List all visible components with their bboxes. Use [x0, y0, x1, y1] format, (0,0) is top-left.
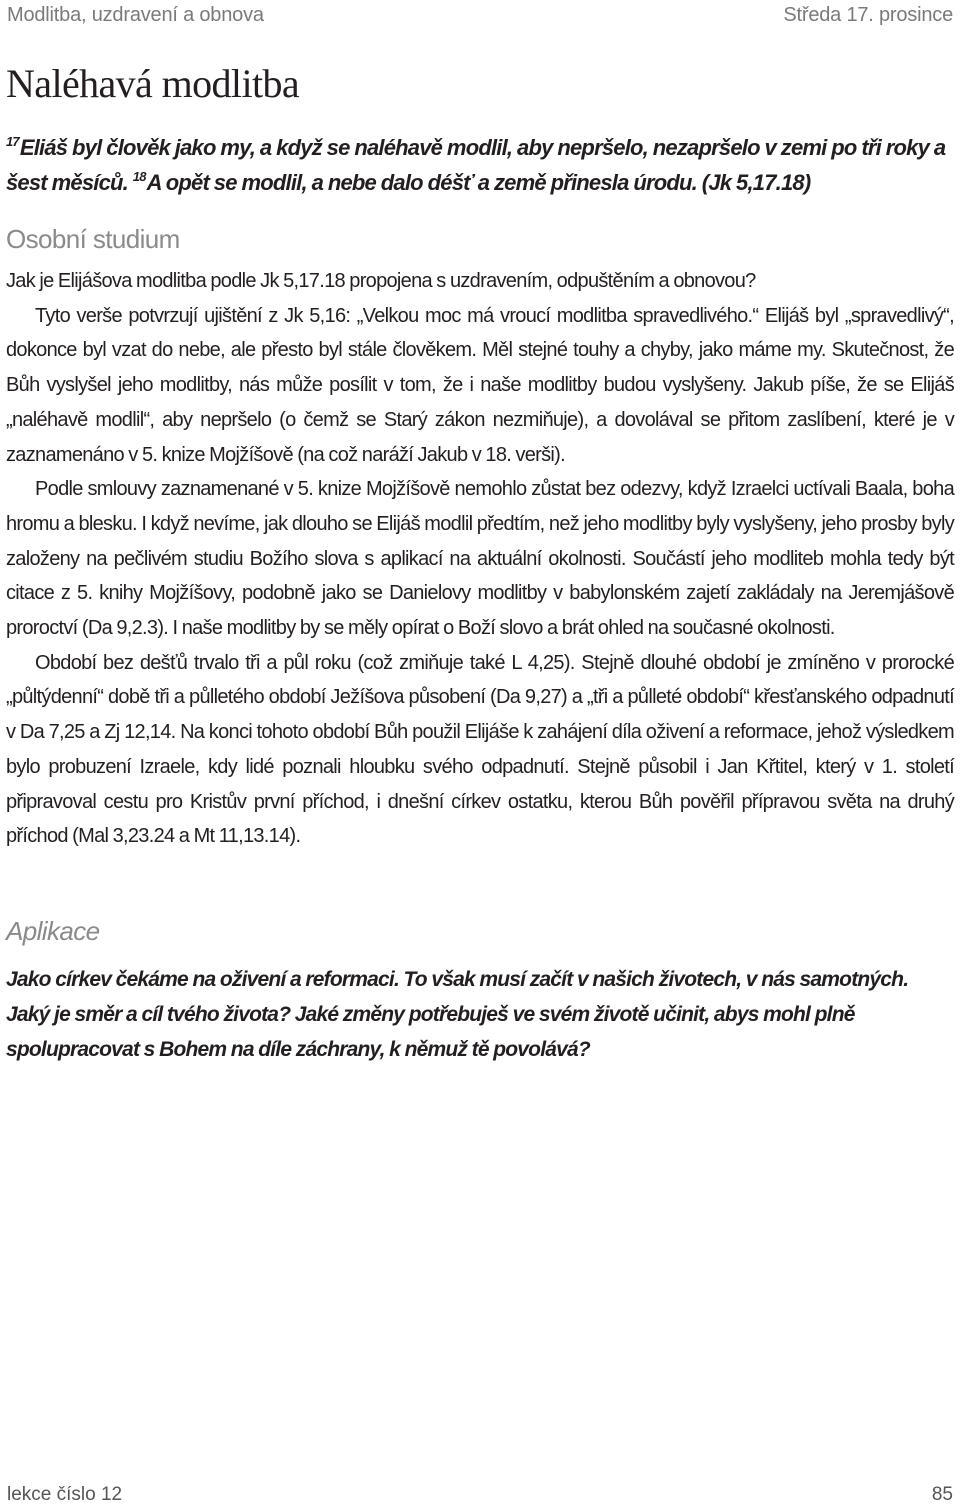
verse-number: 17 [6, 134, 19, 149]
study-question: Jak je Elijášova modlitba podle Jk 5,17.18 propojena s uzdravením, odpuštěním a obnovou? [6, 270, 756, 292]
series-title: Modlitba, uzdravení a obnova [7, 4, 264, 26]
running-header [7, 4, 953, 27]
application-heading: Aplikace [6, 916, 100, 946]
page-footer [7, 1484, 953, 1506]
personal-study-heading: Osobní studium [6, 224, 180, 254]
lesson-date: Středa 17. prosince [783, 4, 953, 26]
verse-number: 18 [132, 169, 146, 184]
study-paragraph: Podle smlouvy zaznamenané v 5. knize Mojžíšově nemohlo zůstat bez odezvy, když Izraelci uctívali Baala, boha hromu a blesku. I když nevíme, jak dlouho se Elijáš modlil předtím, než jeho modlitby byly vyslyšeny, jeho prosby byly založeny na pečlivém studiu Božího slova s aplikací na aktuální okolnosti. Součástí jeho modliteb mohla tedy být citace z 5. knihy Mojžíšovy, podobně jako se Danielovy modlitby v babylonském zajetí zakládaly na Jeremjášově proroctví (Da 9,2.3). I naše modlitby by se měly opírat o Boží slovo a brát ohled na současné okolnosti. [6, 478, 954, 640]
page-number: 85 [931, 1484, 953, 1505]
study-paragraph: Tyto verše potvrzují ujištění z Jk 5,16: „Velkou moc má vroucí modlitba spravedlivého.“ Elijáš byl „spravedlivý“, dokonce byl vzat do nebe, ale přesto byl stále člověkem. Měl stejné touhy a chyby, jako máme my. Skutečnost, že Bůh vyslyšel jeho modlitby, nás může posílit v tom, že i naše modlitby budou vyslyšeny. Jakub píše, že se Elijáš „naléhavě modlil“, aby nepršelo (o čemž se Starý zákon nezmiňuje), a dovolával se přitom zaslíbení, které je v zaznamenáno v 5. knize Mojžíšově (na což naráží Jakub v 18. verši). [6, 304, 954, 466]
study-paragraph: Období bez dešťů trvalo tři a půl roku (což zmiňuje také L 4,25). Stejně dlouhé období je zmíněno v prorocké „půltýdenní“ době tři a půlletého období Ježíšova působení (Da 9,27) a „tři a půlleté období“ křesťanského odpadnutí v Da 7,25 a Zj 12,14. Na konci tohoto období Bůh použil Elijáše k zahájení díla oživení a reformace, jehož výsledkem bylo probuzení Izraele, kdy lidé poznali hloubku svého odpadnutí. Stejně působil i Jan Křtitel, který v 1. století připravoval cestu pro Kristův první příchod, i dnešní církev ostatku, kterou Bůh pověřil přípravou světa na druhý příchod (Mal 3,23.24 a Mt 11,13.14). [6, 651, 954, 848]
personal-study-section [6, 264, 954, 854]
verse-text: A opět se modlil, a nebe dalo déšť a země přinesla úrodu. (Jk 5,17.18) [146, 170, 811, 195]
memory-verse [6, 130, 952, 200]
page-title: Naléhavá modlitba [6, 61, 300, 106]
lesson-number: lekce číslo 12 [7, 1484, 123, 1505]
application-text: Jako církev čekáme na oživení a reformaci. To však musí začít v našich životech, v nás samotných. Jaký je směr a cíl tvého života? Jaké změny potřebuješ ve svém životě učinit, abys mohl plně spolupracovat s Bohem na díle záchrany, k němuž tě povolává? [6, 968, 909, 1061]
verse-text: Eliáš byl člověk jako my, a když se naléhavě modlil, aby nepršelo, nezapršelo v zemi po tři roky a šest měsíců. [6, 135, 946, 195]
